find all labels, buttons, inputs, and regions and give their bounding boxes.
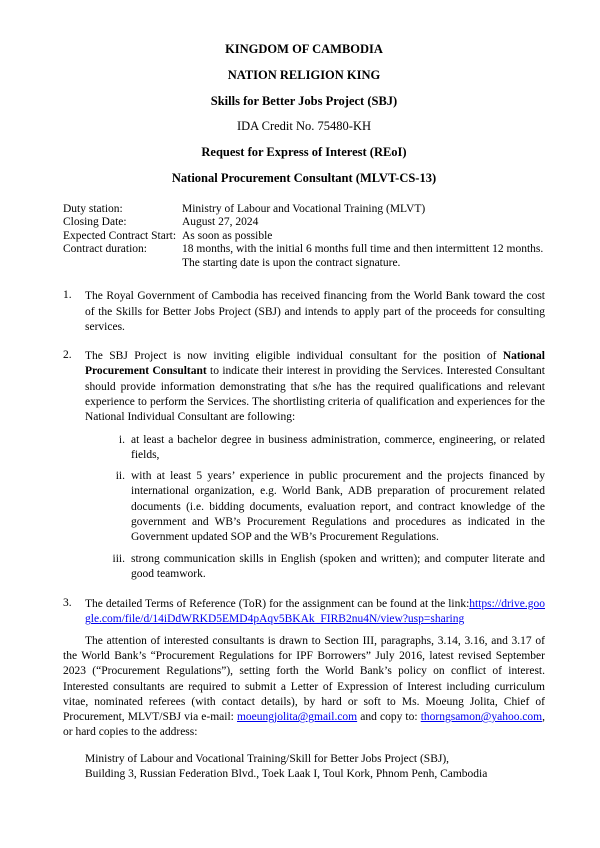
detail-value: 18 months, with the initial 6 months full time and then intermittent 12 months. The starting date is upon the contract signature. (182, 243, 544, 269)
tor-drive-link[interactable]: https://drive.google.com/file/d/14iDdWRKD5EMD4pAqv5BKAk_FIRB2nu4N/view?usp=sharing (85, 598, 545, 626)
detail-label: Contract duration: (63, 243, 147, 256)
criterion-marker: i. (118, 433, 125, 446)
document-header (63, 42, 545, 186)
criterion-i (85, 433, 545, 464)
criterion-ii (85, 469, 545, 545)
attention-text-2: and copy to: (357, 711, 421, 724)
detail-label: Duty station: (63, 202, 123, 215)
attention-text-3: , or hard copies to the address: (63, 711, 545, 739)
mailing-address (85, 752, 545, 782)
detail-value: Ministry of Labour and Vocational Training (MLVT) (182, 202, 426, 215)
title-kingdom: KINGDOM OF CAMBODIA (225, 42, 383, 56)
detail-value: August 27, 2024 (182, 216, 259, 229)
shortlisting-criteria-list (63, 433, 545, 583)
address-line-1: Ministry of Labour and Vocational Training/Skill for Better Jobs Project (SBJ), (85, 752, 450, 765)
criterion-marker: iii. (112, 552, 125, 565)
detail-label: Expected Contract Start: (63, 229, 177, 242)
paragraph-text (85, 349, 545, 425)
title-reoi: Request for Express of Interest (REoI) (201, 145, 407, 159)
attention-text-1: The attention of interested consultants is drawn to Section III, paragraphs, 3.14, 3.16, and 3.17 of the World Bank’s “Procurement Regulations for IPF Borrowers” July 2016, latest revised September 2023 (“Procurement Regulations”), setting forth the World Bank’s policy on conflict of interest. Interested consultants are required to submit a Letter of Expression of Interest including curriculum vitae, nominated referees (with contact details), by hard or soft to Ms. Moeung Jolita, Chief of Procurement, MLVT/SBJ via e-mail: (63, 634, 545, 724)
attention-paragraph (63, 634, 545, 741)
email-link-moeungjolita[interactable]: moeungjolita@gmail.com (236, 711, 358, 724)
paragraph-1 (63, 289, 545, 335)
p2-text-before: The SBJ Project is now inviting eligible individual consultant for the position of (85, 350, 503, 363)
email-link-thorngsamon[interactable]: thorngsamon@yahoo.com (420, 711, 543, 724)
p3-text: The detailed Terms of Reference (ToR) for the assignment can be found at the link: (85, 598, 470, 611)
address-line-2: Building 3, Russian Federation Blvd., Toek Laak I, Toul Kork, Phnom Penh, Cambodia (85, 767, 488, 780)
detail-label: Closing Date: (63, 216, 127, 229)
title-motto: NATION RELIGION KING (227, 67, 381, 82)
paragraph-3 (63, 597, 545, 628)
criterion-iii (85, 552, 545, 583)
title-position: National Procurement Consultant (MLVT-CS-13) (171, 170, 437, 185)
title-ida-credit: IDA Credit No. 75480-KH (236, 119, 371, 134)
paragraph-number: 3. (63, 597, 72, 610)
detail-row-duty-station (63, 203, 545, 217)
detail-value: As soon as possible (182, 229, 273, 242)
criterion-marker: ii. (115, 470, 125, 483)
paragraph-number: 2. (63, 349, 72, 362)
p2-bold-position: National Procurement Consultant (85, 350, 545, 378)
criterion-text: strong communication skills in English (spoken and written); and computer literate and good teamwork. (131, 552, 545, 580)
title-project: Skills for Better Jobs Project (SBJ) (210, 93, 398, 108)
paragraph-text (85, 597, 545, 628)
detail-row-contract-duration (63, 243, 545, 270)
paragraph-number: 1. (63, 289, 72, 302)
contract-details (63, 203, 545, 271)
paragraph-text: The Royal Government of Cambodia has received financing from the World Bank toward the cost of the Skills for Better Jobs Project (SBJ) and intends to apply part of the proceeds for consulting services. (85, 290, 545, 333)
paragraph-2 (63, 349, 545, 425)
detail-row-contract-start (63, 230, 545, 244)
detail-row-closing-date (63, 216, 545, 230)
criterion-text: at least a bachelor degree in business administration, commerce, engineering, or related fields, (131, 433, 545, 461)
criterion-text: with at least 5 years’ experience in public procurement and the projects financed by international organization, e.g. World Bank, ADB preparation of procurement related documents (i.e. bidding documents, evaluation report, and contract knowledge of the government and WB’s Procurement Regulations and procedures as indicated in the Government updated SOP and the WB’s Procurement Regulations. (131, 470, 545, 544)
p2-text-after: to indicate their interest in providing the Services. Interested Consultant should provide information demonstrating that s/he has the required qualifications and relevant experience to perform the Services. The shortlisting criteria of qualification and experiences for the National Individual Consultant are following: (85, 365, 545, 424)
